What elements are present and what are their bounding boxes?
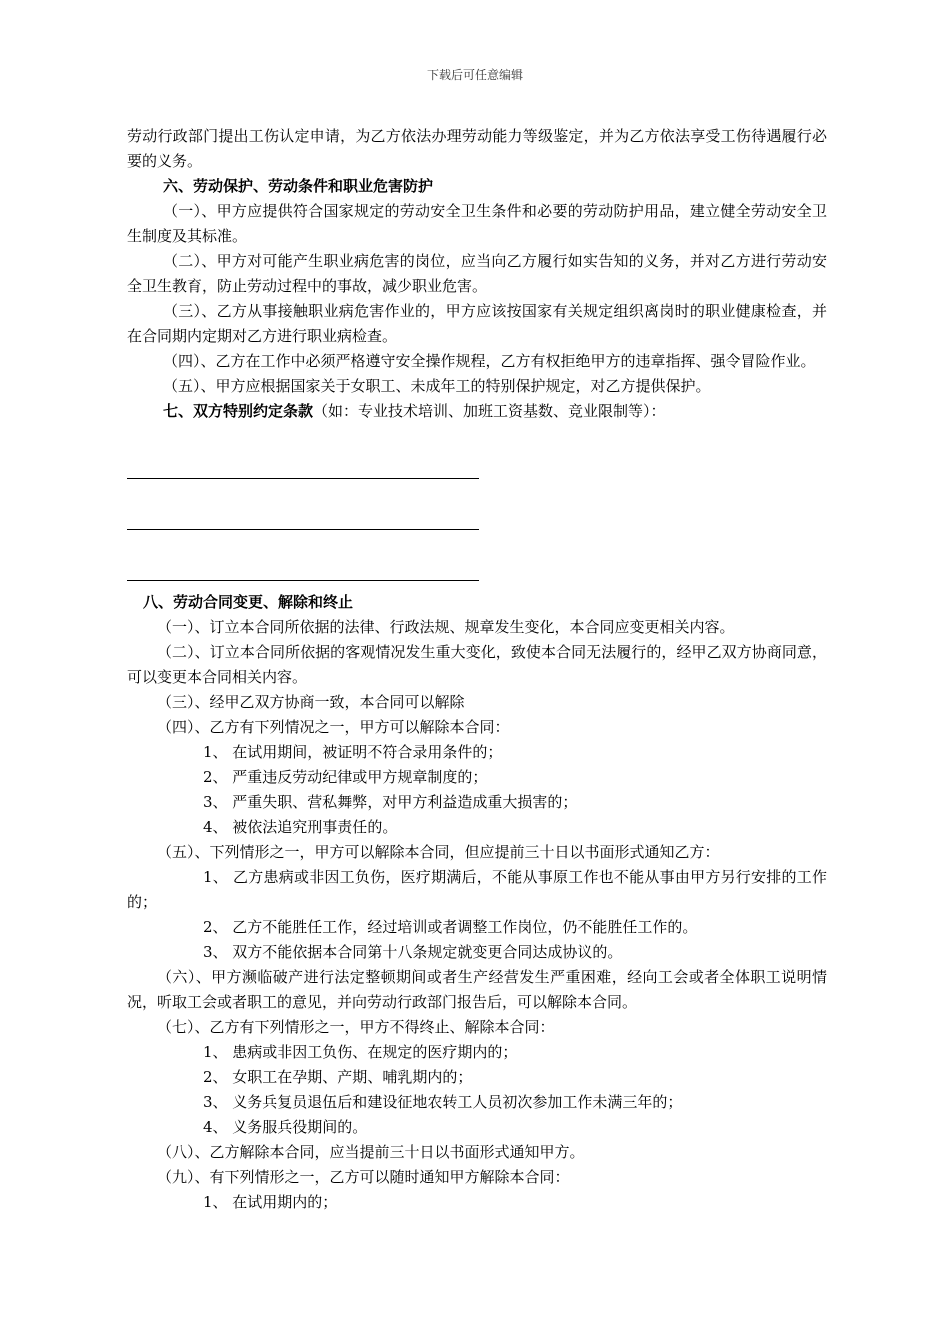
blank-space <box>127 424 827 478</box>
list-item: 2、 严重违反劳动纪律或甲方规章制度的； <box>203 768 488 786</box>
section-8-para-7: （七）、乙方有下列情形之一，甲方不得终止、解除本合同： <box>157 1018 555 1036</box>
list-item: 1、 在试用期间，被证明不符合录用条件的； <box>203 743 503 761</box>
section-8-para-8: （八）、乙方解除本合同，应当提前三十日以书面形式通知甲方。 <box>157 1143 585 1161</box>
section-6-para-2: （二）、甲方对可能产生职业病危害的岗位，应当向乙方履行如实告知的义务，并对乙方进行劳动安全卫生教育，防止劳动过程中的事故，减少职业危害。 <box>127 252 827 295</box>
list-item: 1、 患病或非因工负伤、在规定的医疗期内的； <box>203 1043 518 1061</box>
page-header: 下载后可任意编辑 <box>426 68 523 82</box>
section-7-title-note: （如：专业技术培训、加班工资基数、竞业限制等）： <box>313 402 666 420</box>
list-item: 4、 义务服兵役期间的。 <box>203 1118 368 1136</box>
paragraph-continued: 劳动行政部门提出工伤认定申请，为乙方依法办理劳动能力等级鉴定，并为乙方依法享受工伤待遇履行必要的义务。 <box>127 127 827 170</box>
section-8-para-4: （四）、乙方有下列情况之一，甲方可以解除本合同： <box>157 718 510 736</box>
list-item: 3、 义务兵复员退伍后和建设征地农转工人员初次参加工作未满三年的； <box>203 1093 683 1111</box>
section-6-title: 六、劳动保护、劳动条件和职业危害防护 <box>163 177 434 195</box>
section-7-title <box>127 399 827 424</box>
list-item: 3、 严重失职、营私舞弊，对甲方利益造成重大损害的； <box>203 793 578 811</box>
section-8-title: 八、劳动合同变更、解除和终止 <box>143 593 354 611</box>
section-6-para-5: （五）、甲方应根据国家关于女职工、未成年工的特别保护规定，对乙方提供保护。 <box>163 377 711 395</box>
list-item: 1、 乙方患病或非因工负伤，医疗期满后，不能从事原工作也不能从事由甲方另行安排的工作的； <box>127 868 827 911</box>
section-8-para-3: （三）、经甲乙双方协商一致，本合同可以解除 <box>157 693 465 711</box>
section-8-para-6: （六）、甲方濒临破产进行法定整顿期间或者生产经营发生严重困难，经向工会或者全体职工说明情况，听取工会或者职工的意见，并向劳动行政部门报告后，可以解除本合同。 <box>127 968 827 1011</box>
section-6-para-4: （四）、乙方在工作中必须严格遵守安全操作规程，乙方有权拒绝甲方的违章指挥、强令冒险作业。 <box>163 352 816 370</box>
list-item: 4、 被依法追究刑事责任的。 <box>203 818 398 836</box>
section-6-para-1: （一）、甲方应提供符合国家规定的劳动安全卫生条件和必要的劳动防护用品，建立健全劳动安全卫生制度及其标准。 <box>127 202 827 245</box>
section-8-para-2: （二）、订立本合同所依据的客观情况发生重大变化，致使本合同无法履行的，经甲乙双方协商同意，可以变更本合同相关内容。 <box>127 643 827 686</box>
section-7-title-bold: 七、双方特别约定条款 <box>163 402 314 420</box>
list-item: 2、 乙方不能胜任工作，经过培训或者调整工作岗位，仍不能胜任工作的。 <box>203 918 698 936</box>
section-8-para-5: （五）、下列情形之一，甲方可以解除本合同，但应提前三十日以书面形式通知乙方： <box>157 843 720 861</box>
list-item: 1、 在试用期内的； <box>203 1193 338 1211</box>
list-item: 3、 双方不能依据本合同第十八条规定就变更合同达成协议的。 <box>203 943 623 961</box>
section-6-para-3: （三）、乙方从事接触职业病危害作业的，甲方应该按国家有关规定组织离岗时的职业健康检查，并在合同期内定期对乙方进行职业病检查。 <box>127 302 827 345</box>
section-8-para-9: （九）、有下列情形之一，乙方可以随时通知甲方解除本合同： <box>157 1168 570 1186</box>
list-item: 2、 女职工在孕期、产期、哺乳期内的； <box>203 1068 473 1086</box>
section-8-para-1: （一）、订立本合同所依据的法律、行政法规、规章发生变化，本合同应变更相关内容。 <box>157 618 735 636</box>
document-body <box>127 124 827 1215</box>
